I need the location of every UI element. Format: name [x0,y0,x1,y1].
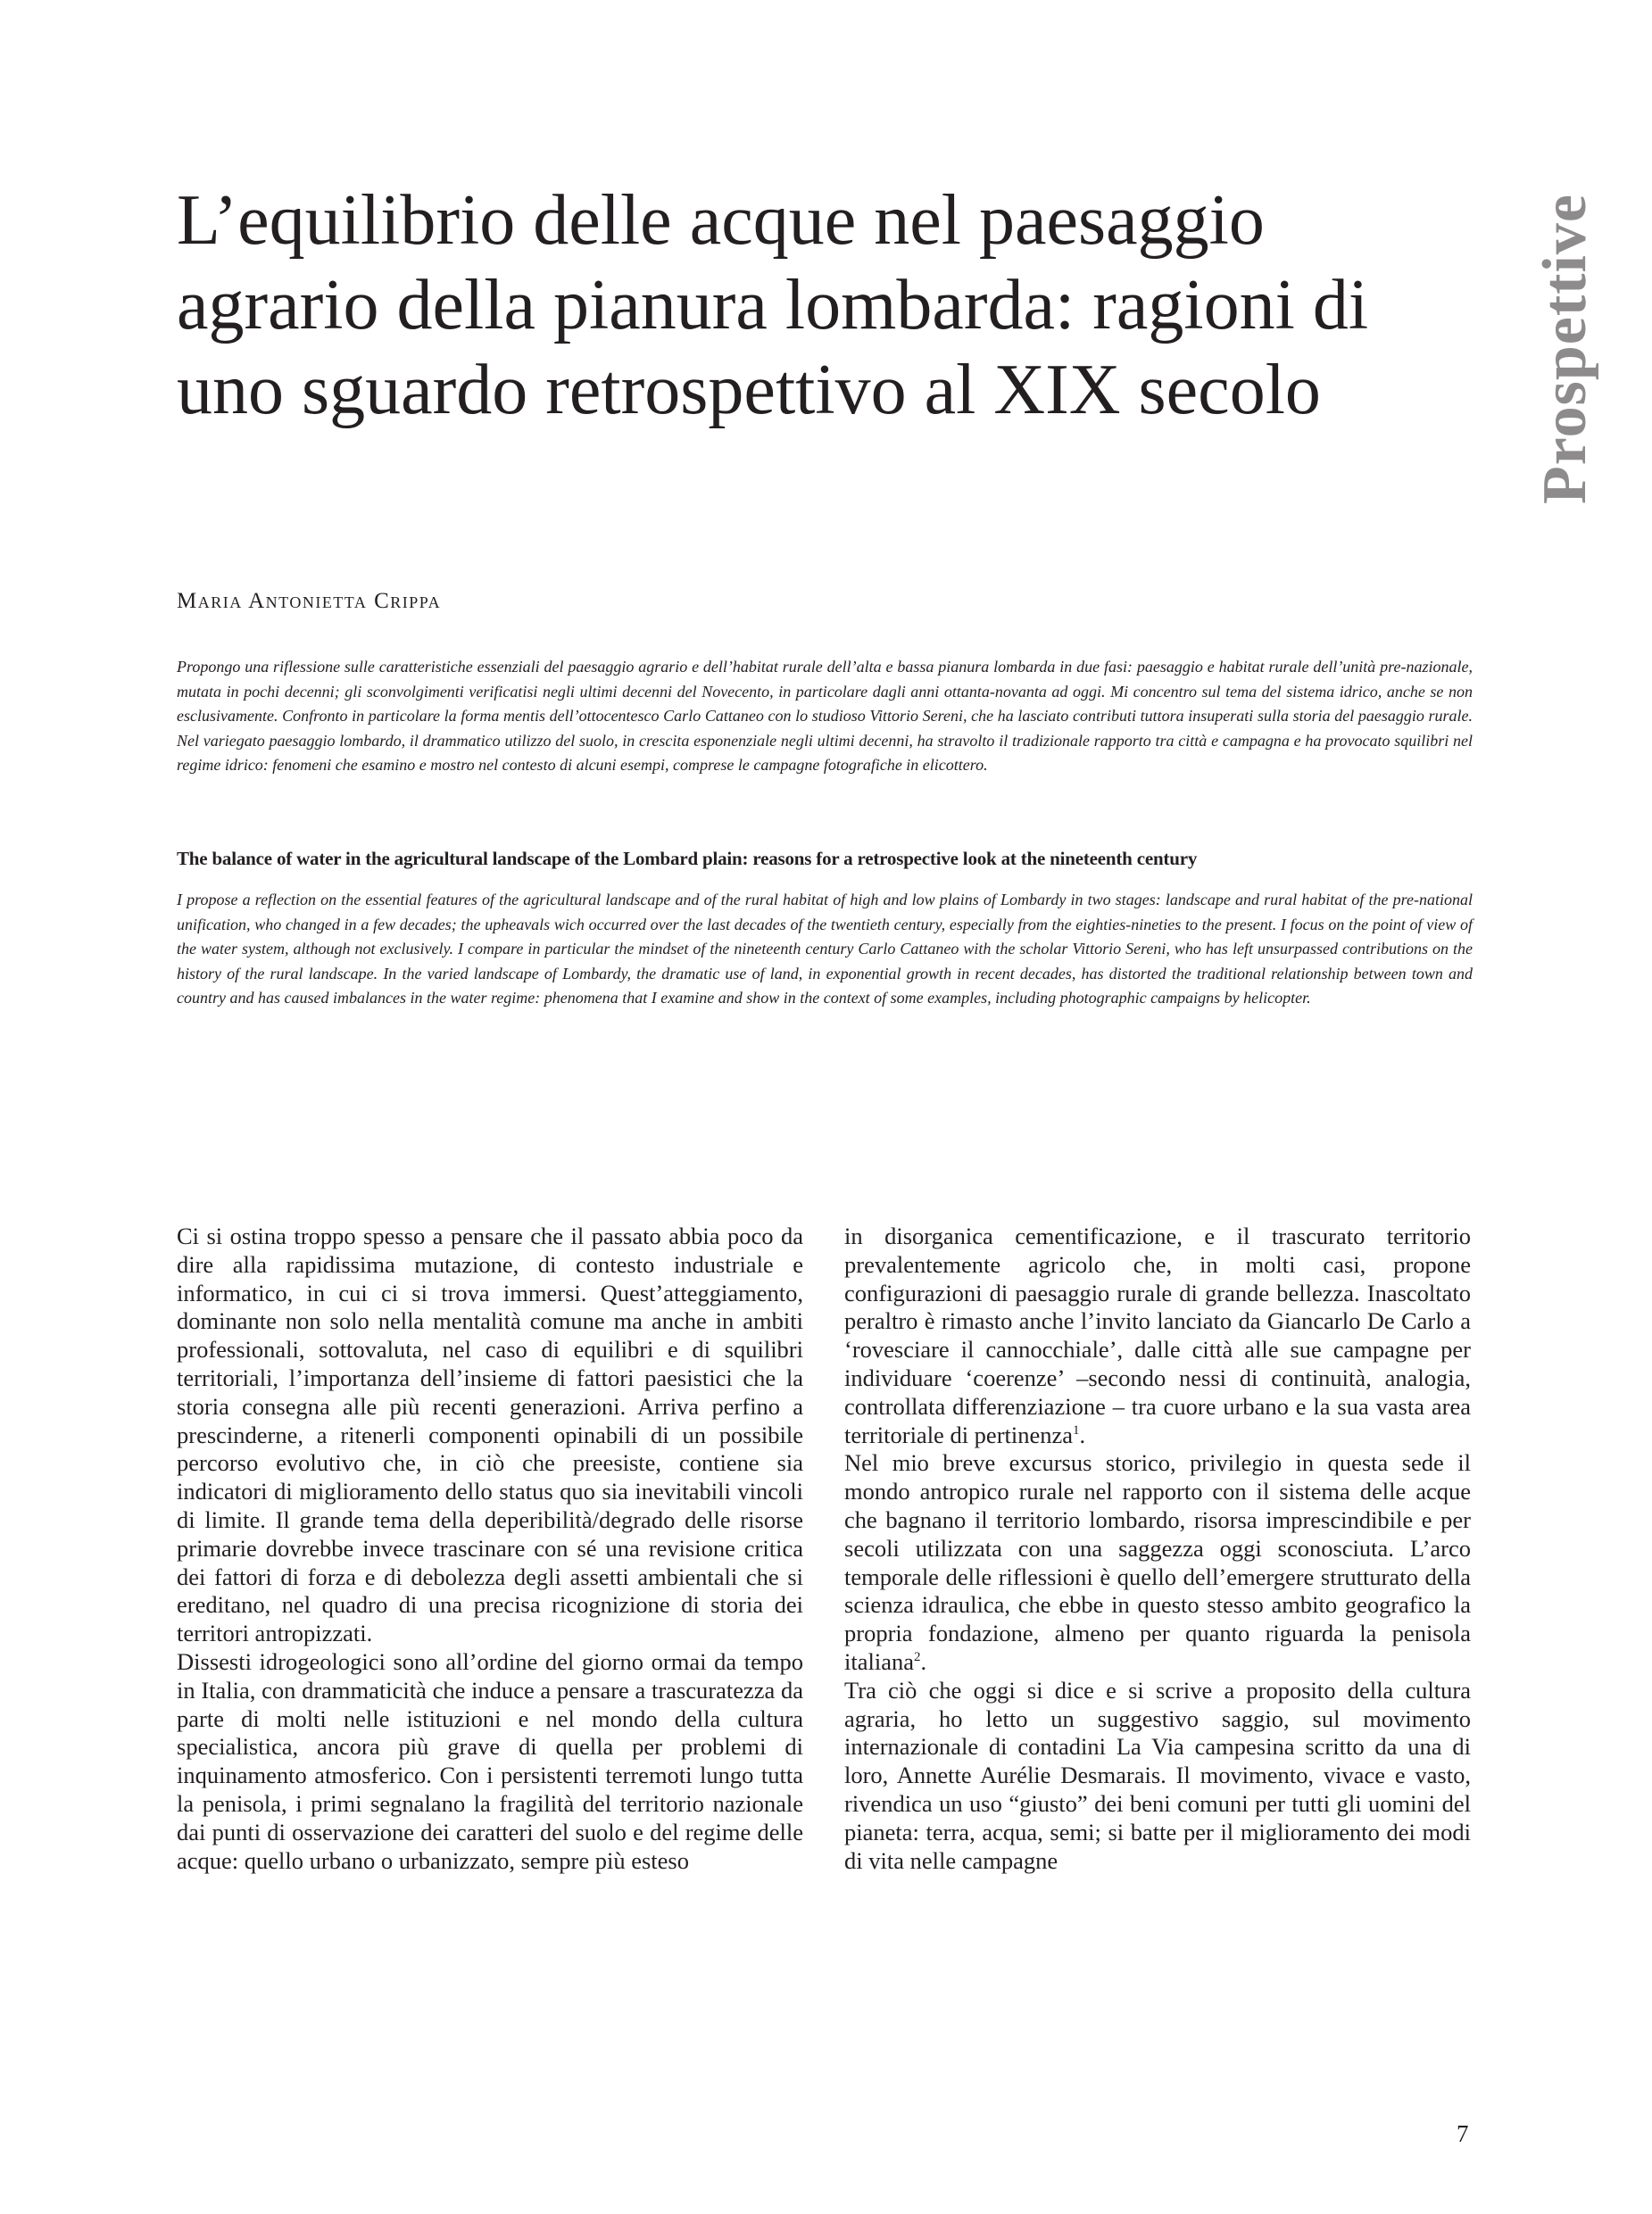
paragraph-text: in disorganica cementificazione, e il trascurato territorio prevalentemente agricolo che, in molti casi, propone configurazioni di paesaggio rurale di grande bellezza. Inascoltato peraltro è rimasto anche l’invito lanciato da Giancarlo De Carlo a ‘rovesciare il cannocchiale’, dalle città alle sue campagne per individuare ‘coerenze’ –secondo nessi di continuità, analogia, controllata differenziazione – tra cuore urbano e la sua vasta area territoriale di pertinenza [844,1223,1471,1448]
article-title: L’equilibrio delle acque nel paesaggio agrario della pianura lombarda: ragioni di uno sguardo retrospettivo al XIX secolo [177,181,1369,429]
body-column-left [177,1223,803,1875]
footnote-ref-2[interactable]: 2 [914,1650,921,1665]
abstract-english-title: The balance of water in the agricultural landscape of the Lombard plain: reasons for a retrospective look at the nineteenth century [177,848,1198,869]
footnote-ref-1[interactable]: 1 [1073,1422,1080,1438]
section-label-text: Prospettive [1531,194,1599,504]
abstract-italian: Propongo una riflessione sulle caratteristiche essenziali del paesaggio agrario e dell’habitat rurale dell’alta e bassa pianura lombarda in due fasi: paesaggio e habitat rurale dell’unità pre-nazionale, mutata in pochi decenni; gli sconvolgimenti verificatisi negli ultimi decenni del Novecento, in particolare dagli anni ottanta-novanta ad oggi. Mi concentro sul tema del sistema idrico, anche se non esclusivamente. Confronto in particolare la forma mentis dell’ottocentesco Carlo Cattaneo con lo studioso Vittorio Sereni, che ha lasciato contributi tuttora insuperati sulla storia del paesaggio rurale. Nel variegato paesaggio lombardo, il drammatico utilizzo del suolo, in crescita esponenziale negli ultimi decenni, ha stravolto il tradizionale rapporto tra città e campagna e ha provocato squilibri nel regime idrico: fenomeni che esamino e mostro nel contesto di alcuni esempi, comprese le campagne fotografiche in elicottero. [177,658,1473,774]
body-paragraph: Nel mio breve excursus storico, privilegio in questa sede il mondo antropico rurale nel rapporto con il sistema delle acque che bagnano il territorio lombardo, risorsa imprescindibile e per secoli utilizzata con una saggezza oggi sconosciuta. L’arco temporale delle riflessioni è quello dell’emergere strutturato della scienza idraulica, che ebbe in questo stesso ambito geografico la propria fondazione, almeno per quanto riguarda la penisola italiana$^2$. [844,1449,1471,1675]
page-number: 7 [1457,2120,1469,2147]
abstract-english: I propose a reflection on the essential features of the agricultural landscape and of the rural habitat of high and low plains of Lombardy in two stages: landscape and rural habitat of the pre-national unification, who changed in a few decades; the upheavals wich occurred over the last decades of the twentieth century, especially from the eighties-nineties to the present. I focus on the point of view of the water system, although not exclusively. I compare in particular the mindset of the nineteenth century Carlo Cattaneo with the scholar Vittorio Sereni, who has left unsurpassed contributions on the history of the rural landscape. In the varied landscape of Lombardy, the dramatic use of land, in exponential growth in recent decades, has distorted the traditional relationship between town and country and has caused imbalances in the water regime: phenomena that I examine and show in the context of some examples, including photographic campaigns by helicopter. [177,891,1473,1007]
body-paragraph: Tra ciò che oggi si dice e si scrive a proposito della cultura agraria, ho letto un suggestivo saggio, sul movimento internazionale di contadini La Via campesina scritto da una di loro, Annette Aurélie Desmarais. Il movimento, vivace e vasto, rivendica un uso “giusto” dei beni comuni per tutti gli uomini del pianeta: terra, acqua, semi; si batte per il miglioramento dei modi di vita nelle campagne [844,1676,1471,1874]
body-paragraph: in disorganica cementificazione, e il trascurato territorio prevalentemente agricolo che, in molti casi, propone configurazioni di paesaggio rurale di grande bellezza. Inascoltato peraltro è rimasto anche l’invito lanciato da Giancarlo De Carlo a ‘rovesciare il cannocchiale’, dalle città alle sue campagne per individuare ‘coerenze’ –secondo nessi di continuità, analogia, controllata differenziazione – tra cuore urbano e la sua vasta area territoriale di pertinenza$^1$. [844,1223,1471,1448]
author-name: Maria Antonietta Crippa [177,589,442,613]
section-label [1523,194,1608,504]
body-column-right [844,1223,1471,1875]
paragraph-text: Nel mio breve excursus storico, privilegio in questa sede il mondo antropico rurale nel rapporto con il sistema delle acque che bagnano il territorio lombardo, risorsa imprescindibile e per secoli utilizzata con una saggezza oggi sconosciuta. L’arco temporale delle riflessioni è quello dell’emergere strutturato della scienza idraulica, che ebbe in questo stesso ambito geografico la propria fondazione, almeno per quanto riguarda la penisola italiana [844,1449,1471,1675]
body-paragraph: Dissesti idrogeologici sono all’ordine del giorno ormai da tempo in Italia, con drammaticità che induce a pensare a trascuratezza da parte di molti nelle istituzioni e nel mondo della cultura specialistica, ancora più grave di quella per problemi di inquinamento atmosferico. Con i persistenti terremoti lungo tutta la penisola, i primi segnalano la fragilità del territorio nazionale dai punti di osservazione dei caratteri del suolo e del regime delle acque: quello urbano o urbanizzato, sempre più esteso [177,1647,803,1874]
body-paragraph: Ci si ostina troppo spesso a pensare che il passato abbia poco da dire alla rapidissima mutazione, di contesto industriale e informatico, in cui ci si trova immersi. Quest’atteggiamento, dominante non solo nella mentalità comune ma anche in ambiti professionali, sottovaluta, nel caso di equilibri e di squilibri territoriali, l’importanza dell’insieme di fattori paesistici che la storia consegna alle più recenti generazioni. Arriva perfino a prescinderne, a ritenerli componenti opinabili di un possibile percorso evolutivo che, in ciò che preesiste, contiene sia indicatori di miglioramento dello status quo sia inevitabili vincoli di limite. Il grande tema della deperibilità/degrado delle risorse primarie dovrebbe invece trascinare con sé una revisione critica dei fattori di forza e di debolezza degli assetti ambientali che si ereditano, nel quadro di una precisa ricognizione di storia dei territori antropizzati. [177,1223,803,1647]
